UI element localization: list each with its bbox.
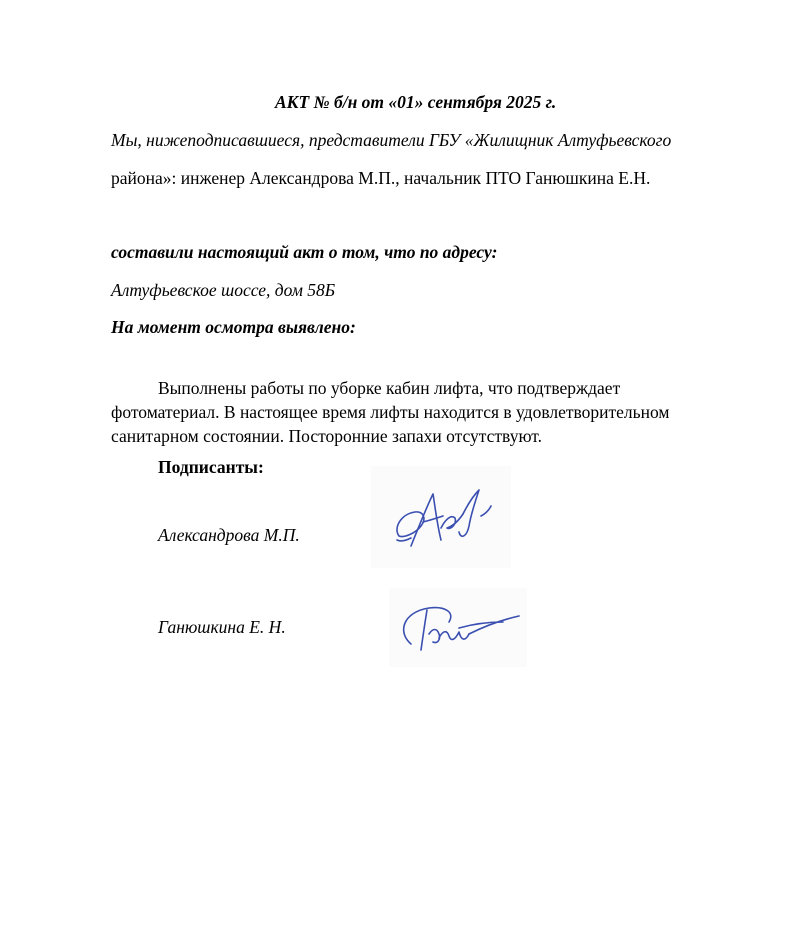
signature-image-1 <box>371 466 511 568</box>
findings-label: На момент осмотра выявлено: <box>111 317 356 337</box>
signatories-label: Подписанты: <box>158 457 264 477</box>
signature-image-2 <box>389 588 527 667</box>
intro-line-1: Мы, нижеподписавшиеся, представители ГБУ «Жилищник Алтуфьевского <box>111 130 672 150</box>
signer-name-1: Александрова М.П. <box>158 525 300 545</box>
signature-1-drawing <box>371 466 511 568</box>
findings-paragraph: Выполнены работы по уборке кабин лифта, что подтверждает фотоматериал. В настоящее время лифты находится в удовлетворительном санитарном состоянии. Посторонние запахи отсутствуют. <box>111 378 670 446</box>
composed-statement: составили настоящий акт о том, что по адресу: <box>111 242 498 262</box>
document-title: АКТ № б/н от «01» сентября 2025 г. <box>275 92 557 112</box>
address-text: Алтуфьевское шоссе, дом 58Б <box>111 280 336 300</box>
intro-line-2: района»: инженер Александрова М.П., начальник ПТО Ганюшкина Е.Н. <box>111 168 651 188</box>
signer-name-2: Ганюшкина Е. Н. <box>158 617 286 637</box>
signature-2-drawing <box>389 588 527 667</box>
